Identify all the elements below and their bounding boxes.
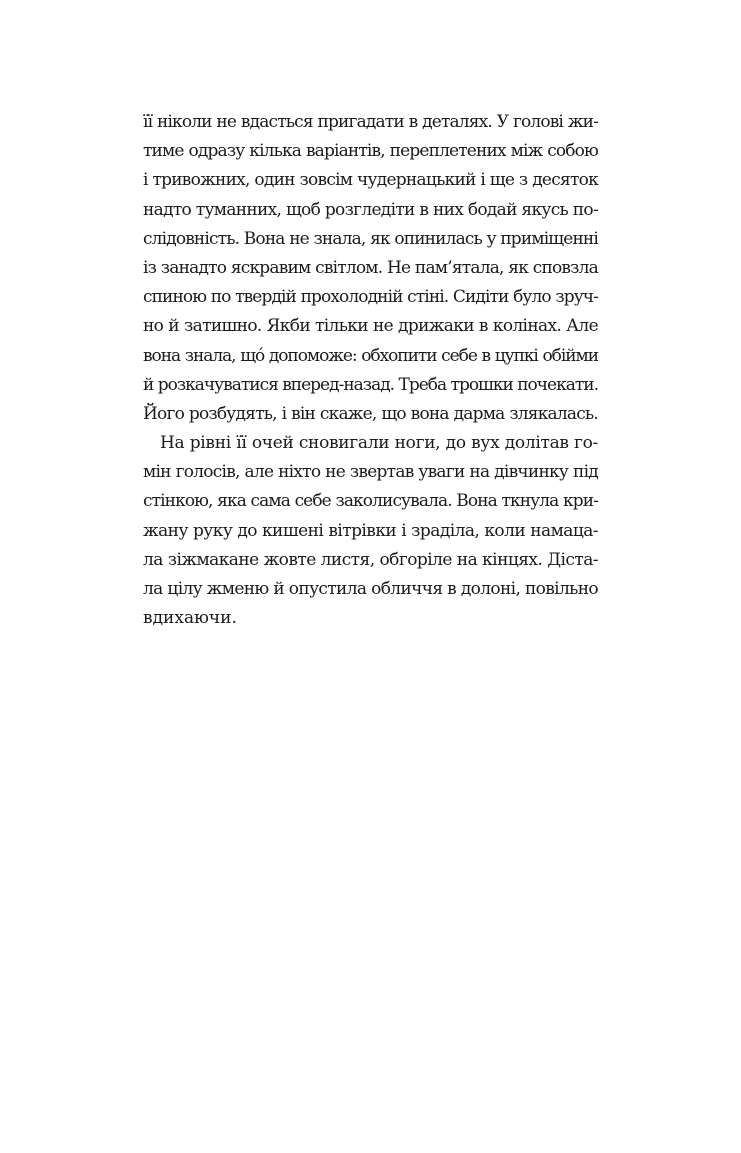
text-line: надто туманних, щоб розгледіти в них бодай якусь по- xyxy=(143,199,598,220)
text-line: жану руку до кишені вітрівки і зраділа, коли намаца- xyxy=(143,520,598,541)
text-line: мін голосів, але ніхто не звертав уваги на дівчинку під xyxy=(143,462,598,483)
text-line: слідовність. Вона не знала, як опинилась у приміщенні xyxy=(143,228,598,249)
text-line: вона знала, щó допоможе: обхопити себе в цупкі обійми xyxy=(143,345,598,366)
paragraph-2 xyxy=(143,429,598,633)
text-line: вдихаючи. xyxy=(143,608,237,629)
text-line: но й затишно. Якби тільки не дрижаки в колінах. Але xyxy=(143,316,598,337)
text-line: Його розбудять, і він скаже, що вона дарма злякалась. xyxy=(143,403,598,424)
text-line: спиною по твердій прохолодній стіні. Сидіти було зруч- xyxy=(143,287,598,308)
body-text xyxy=(143,108,598,633)
text-line: стінкою, яка сама себе заколисувала. Вона ткнула кри- xyxy=(143,491,598,512)
text-line: ла цілу жменю й опустила обличчя в долоні, повільно xyxy=(143,579,598,599)
text-line: її ніколи не вдасться пригадати в деталях. У голові жи- xyxy=(143,112,598,132)
text-line: і тривожних, один зовсім чудернацький і ще з десяток xyxy=(143,170,598,191)
paragraph-1 xyxy=(143,108,598,429)
text-line: ла зіжмакане жовте листя, обгоріле на кінцях. Діста- xyxy=(143,549,598,570)
text-line: із занадто яскравим світлом. Не пам’ятала, як сповзла xyxy=(143,257,598,278)
text-line: На рівні її очей сновигали ноги, до вух долітав го- xyxy=(160,433,598,454)
text-line: тиме одразу кілька варіантів, переплетених між собою xyxy=(143,141,598,162)
text-line: й розкачуватися вперед-назад. Треба трошки почекати. xyxy=(143,374,598,395)
